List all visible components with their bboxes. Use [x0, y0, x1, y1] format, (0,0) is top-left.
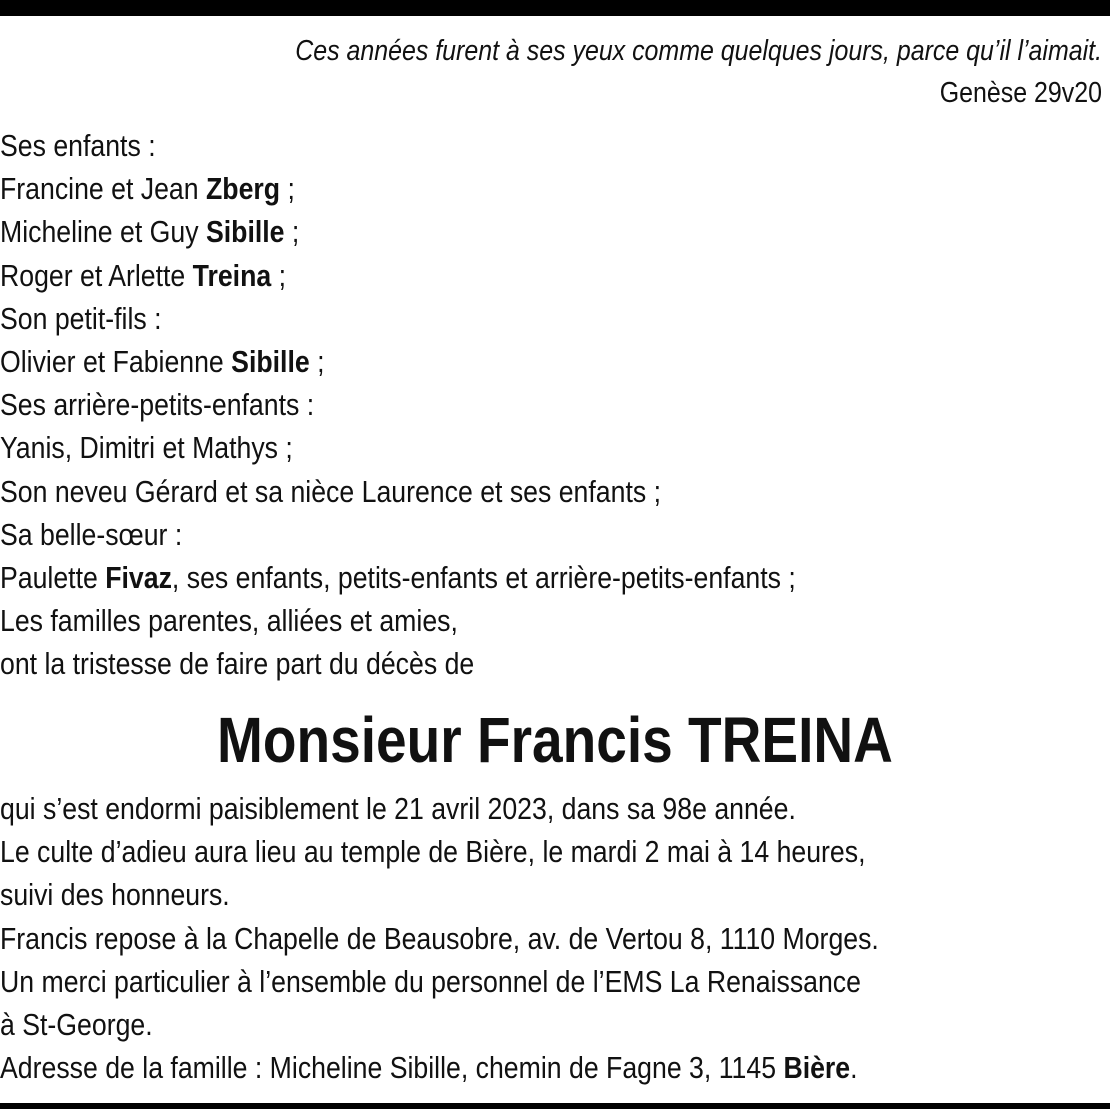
family-line-text: Ses arrière-petits-enfants :	[0, 387, 315, 423]
details-line-text: Un merci particulier à l’ensemble du personnel de l’EMS La Renaissance	[0, 963, 861, 999]
family-line	[0, 470, 1101, 513]
family-line-suffix: ;	[284, 214, 300, 250]
family-line-text: Son petit-fils :	[0, 300, 162, 336]
details-line-text: Francis repose à la Chapelle de Beausobre, av. de Vertou 8, 1110 Morges.	[0, 920, 879, 956]
family-line	[0, 254, 1101, 297]
family-surname: Fivaz	[105, 560, 172, 596]
family-line	[0, 124, 1101, 167]
details-line-text: suivi des honneurs.	[0, 877, 230, 913]
details-line	[0, 873, 1101, 916]
family-line	[0, 167, 1101, 210]
details-line	[0, 960, 1101, 1003]
details-line-text: Adresse de la famille : Micheline Sibille, chemin de Fagne 3, 1145	[0, 1050, 784, 1086]
family-line	[0, 210, 1101, 253]
family-line-text: Sa belle-sœur :	[0, 516, 183, 552]
family-line-suffix: ;	[271, 257, 287, 293]
family-surname: Sibille	[205, 214, 285, 250]
bottom-rule	[0, 1103, 1110, 1109]
family-line-suffix: , ses enfants, petits-enfants et arrière-petits-enfants ;	[171, 560, 796, 596]
deceased-name: Monsieur Francis TREINA	[217, 704, 893, 776]
family-line-text: Ses enfants :	[0, 128, 156, 163]
family-line-text: Son neveu Gérard et sa nièce Laurence et ses enfants ;	[0, 473, 662, 509]
family-line	[0, 297, 1101, 340]
family-line-text: Les familles parentes, alliées et amies,	[0, 603, 458, 639]
family-line-text: Yanis, Dimitri et Mathys ;	[0, 430, 293, 466]
family-surname: Sibille	[231, 344, 310, 380]
family-line-text: Roger et Arlette	[0, 257, 193, 293]
family-line-suffix: ;	[309, 344, 325, 380]
details-line	[0, 1003, 1101, 1046]
family-line	[0, 426, 1101, 469]
family-address-town: Bière	[783, 1050, 851, 1086]
details-line	[0, 787, 1101, 830]
epigraph-quote: Ces années furent à ses yeux comme quelques jours, parce qu’il l’aimait.	[295, 35, 1102, 67]
details-list	[0, 787, 1101, 1089]
family-line	[0, 599, 1101, 642]
family-line-text: Micheline et Guy	[0, 214, 206, 250]
family-line	[0, 556, 1101, 599]
family-line-text: Paulette	[0, 560, 106, 596]
details-line	[0, 830, 1101, 873]
epigraph	[156, 30, 1102, 114]
details-line-text: Le culte d’adieu aura lieu au temple de Bière, le mardi 2 mai à 14 heures,	[0, 834, 866, 870]
family-line	[0, 513, 1101, 556]
epigraph-reference: Genèse 29v20	[939, 77, 1102, 109]
top-rule	[0, 0, 1110, 16]
details-line-text: à St-George.	[0, 1007, 153, 1043]
details-line-suffix: .	[850, 1050, 858, 1086]
family-surname: Zberg	[205, 171, 281, 207]
details-line-text: qui s’est endormi paisiblement le 21 avril 2023, dans sa 98e année.	[0, 791, 796, 826]
family-line	[0, 642, 1101, 685]
family-line-text: ont la tristesse de faire part du décès de	[0, 646, 475, 682]
family-list	[0, 124, 1101, 686]
family-line-suffix: ;	[280, 171, 295, 207]
deceased-name-heading	[0, 695, 1110, 785]
details-line	[0, 1046, 1101, 1089]
details-line	[0, 917, 1101, 960]
family-surname: Treina	[192, 257, 272, 293]
family-line-text: Francine et Jean	[0, 171, 206, 207]
family-line	[0, 383, 1101, 426]
family-line	[0, 340, 1101, 383]
family-line-text: Olivier et Fabienne	[0, 344, 232, 380]
